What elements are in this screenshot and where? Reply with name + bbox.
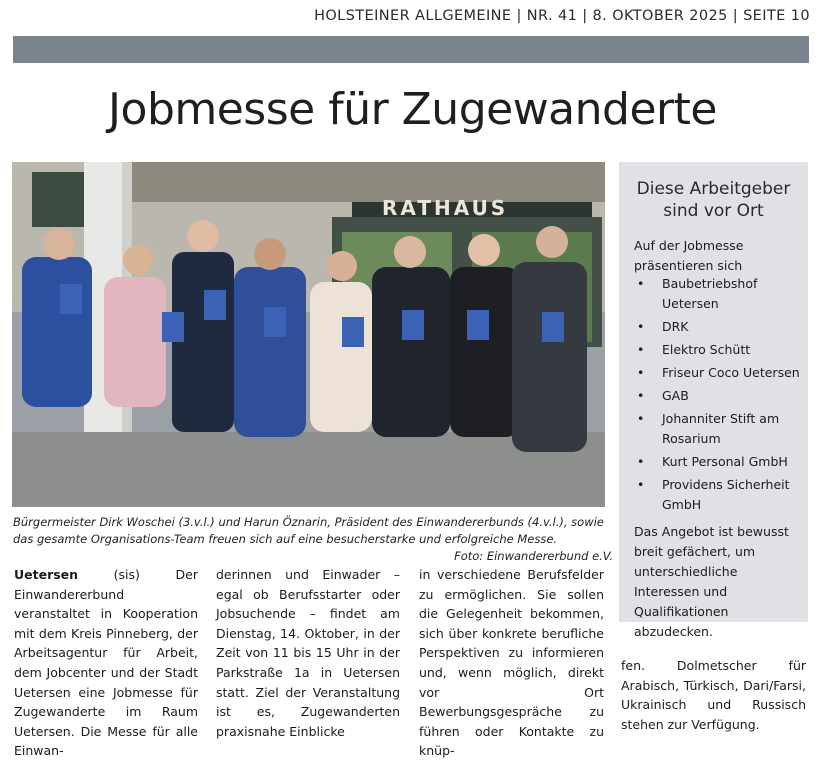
sidebar-intro: Auf der Jobmesse präsentieren sich <box>634 238 744 273</box>
list-item: • Elektro Schütt <box>637 342 751 357</box>
sidebar-outro: Das Angebot ist bewusst breit gefächert, um unterschiedliche Interessen und Qualifikationen abzudecken. <box>634 524 789 639</box>
header-bar <box>13 36 809 63</box>
rathaus-sign: RATHAUS <box>382 196 509 220</box>
sidebar-box <box>619 162 808 639</box>
list-item: • Johanniter Stift am Rosarium <box>637 411 780 446</box>
caption-text: Bürgermeister Dirk Woschei (3.v.l.) und Harun Öznarin, Präsident des Einwandererbunds (4.v.l.), sowie das gesamte Organisations-Team freuen sich auf eine besucherstarke und erfolgreiche Messe. <box>13 515 604 546</box>
article-column-3: in verschiedene Berufsfelder zu ermöglichen. Sie sollen die Gelegenheit bekommen, sich über konkrete berufliche Perspektiven zu informieren und, wenn möglich, direkt vor Ort Bewerbungsgespräche zu führen oder Kontakte zu knüp- <box>419 567 604 759</box>
sidebar-title: Diese Arbeitgeber sind vor Ort <box>636 179 791 221</box>
article-column-1 <box>14 565 198 761</box>
photo-caption <box>13 514 613 565</box>
article-column-2: derinnen und Einwader – egal ob Berufsstarter oder Jobsuchende – findet am Dienstag, 14. Oktober, in der Zeit von 11 bis 15 Uhr in der Parkstraße 1a in Uetersen statt. Ziel der Veranstaltung ist es, Zugewanderten praxisnahe Einblicke <box>216 567 400 739</box>
headline: Jobmesse für Zugewanderte <box>108 84 717 135</box>
list-item: • Baubetriebshof Uetersen <box>637 276 758 311</box>
masthead: HOLSTEINER ALLGEMEINE | NR. 41 | 8. OKTOBER 2025 | SEITE 10 <box>314 8 810 24</box>
list-item: • Providens Sicherheit GmbH <box>637 477 790 512</box>
list-item: • DRK <box>637 319 689 334</box>
dateline: Uetersen <box>14 567 79 582</box>
employer-list <box>634 274 806 518</box>
article-column-4: fen. Dolmetscher für Arabisch, Türkisch, Dari/Farsi, Ukrainisch und Russisch stehen zur Verfügung. <box>621 658 806 732</box>
photo-credit: Foto: Einwandererbund e.V. <box>454 549 613 563</box>
list-item: • GAB <box>637 388 689 403</box>
article-photo <box>12 162 605 507</box>
list-item: • Kurt Personal GmbH <box>637 454 788 469</box>
list-item: • Friseur Coco Uetersen <box>637 365 800 380</box>
group-photo-illustration <box>12 162 605 507</box>
article-text-1: (sis) Der Einwandererbund veranstaltet in Kooperation mit dem Kreis Pinneberg, der Arbeitsagentur für Arbeit, dem Jobcenter und der Stadt Uetersen eine Jobmesse für Zugewanderte im Raum Uetersen. Die Messe für alle Einwan- <box>14 567 198 759</box>
